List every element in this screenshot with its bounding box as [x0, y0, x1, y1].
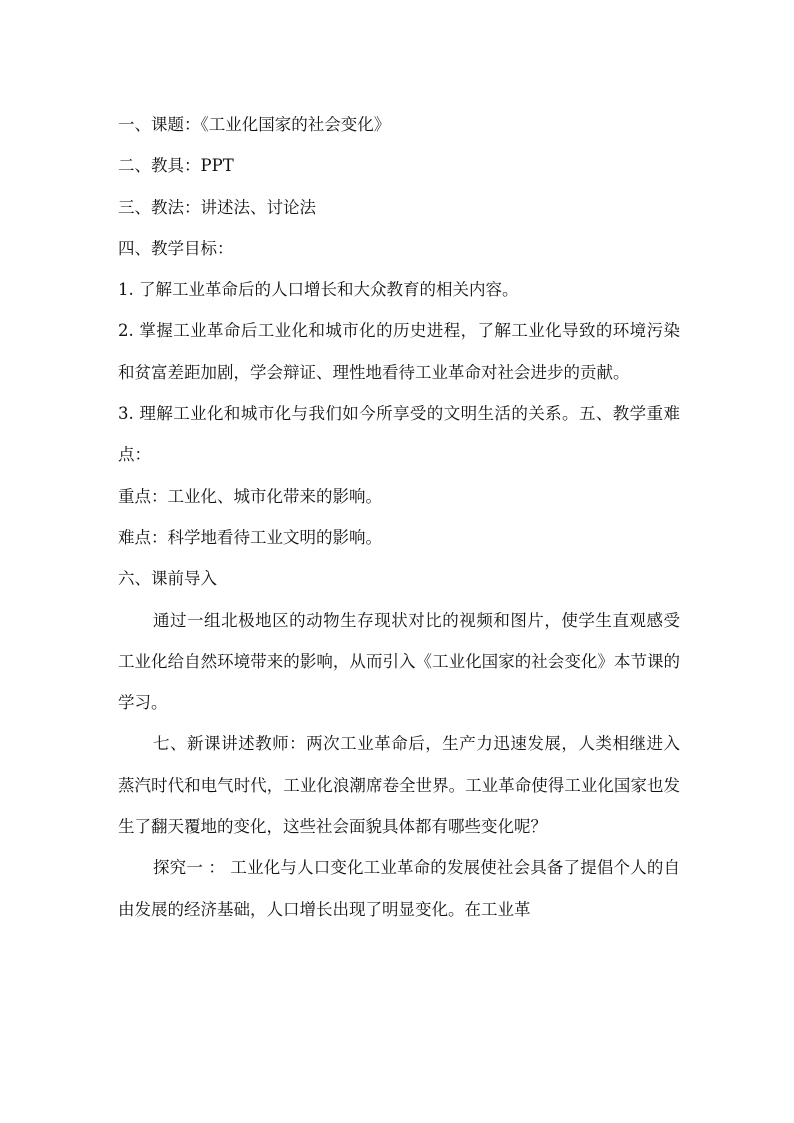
- objective-1: 1. 了解工业革命后的人口增长和大众教育的相关内容。: [118, 280, 519, 300]
- difficult-point: 难点：科学地看待工业文明的影响。: [118, 527, 382, 547]
- lesson-title-line: 一、课题：《工业化国家的社会变化》: [118, 115, 391, 134]
- objectives-heading: 四、教学目标：: [118, 238, 234, 258]
- objective-3: 3. 理解工业化和城市化与我们如今所享受的文明生活的关系。五、教学重难点：: [118, 404, 680, 465]
- new-lesson-paragraph: 七、新课讲述教师：两次工业革命后，生产力迅速发展，人类相继进入蒸汽时代和电气时代，工业化浪潮席卷全世界。工业革命使得工业化国家也发生了翻天覆地的变化，这些社会面貌具体都有哪些变化呢？: [118, 734, 680, 837]
- inquiry-one-paragraph: 探究一 ： 工业化与人口变化工业革命的发展使社会具备了提倡个人的自由发展的经济基础，人口增长出现了明显变化。在工业革: [118, 858, 680, 919]
- teaching-methods-line: 三、教法：讲述法、讨论法: [118, 197, 316, 217]
- key-point: 重点：工业化、城市化带来的影响。: [118, 486, 382, 506]
- teaching-aids-line: 二、教具：PPT: [118, 156, 234, 176]
- intro-paragraph: 通过一组北极地区的动物生存现状对比的视频和图片，使学生直观感受工业化给自然环境带来的影响，从而引入《工业化国家的社会变化》本节课的学习。: [118, 610, 680, 713]
- objective-2: 2. 掌握工业革命后工业化和城市化的历史进程，了解工业化导致的环境污染和贫富差距加剧，学会辩证、理性地看待工业革命对社会进步的贡献。: [118, 321, 680, 382]
- intro-heading: 六、课前导入: [118, 569, 217, 589]
- document-body: [118, 104, 680, 930]
